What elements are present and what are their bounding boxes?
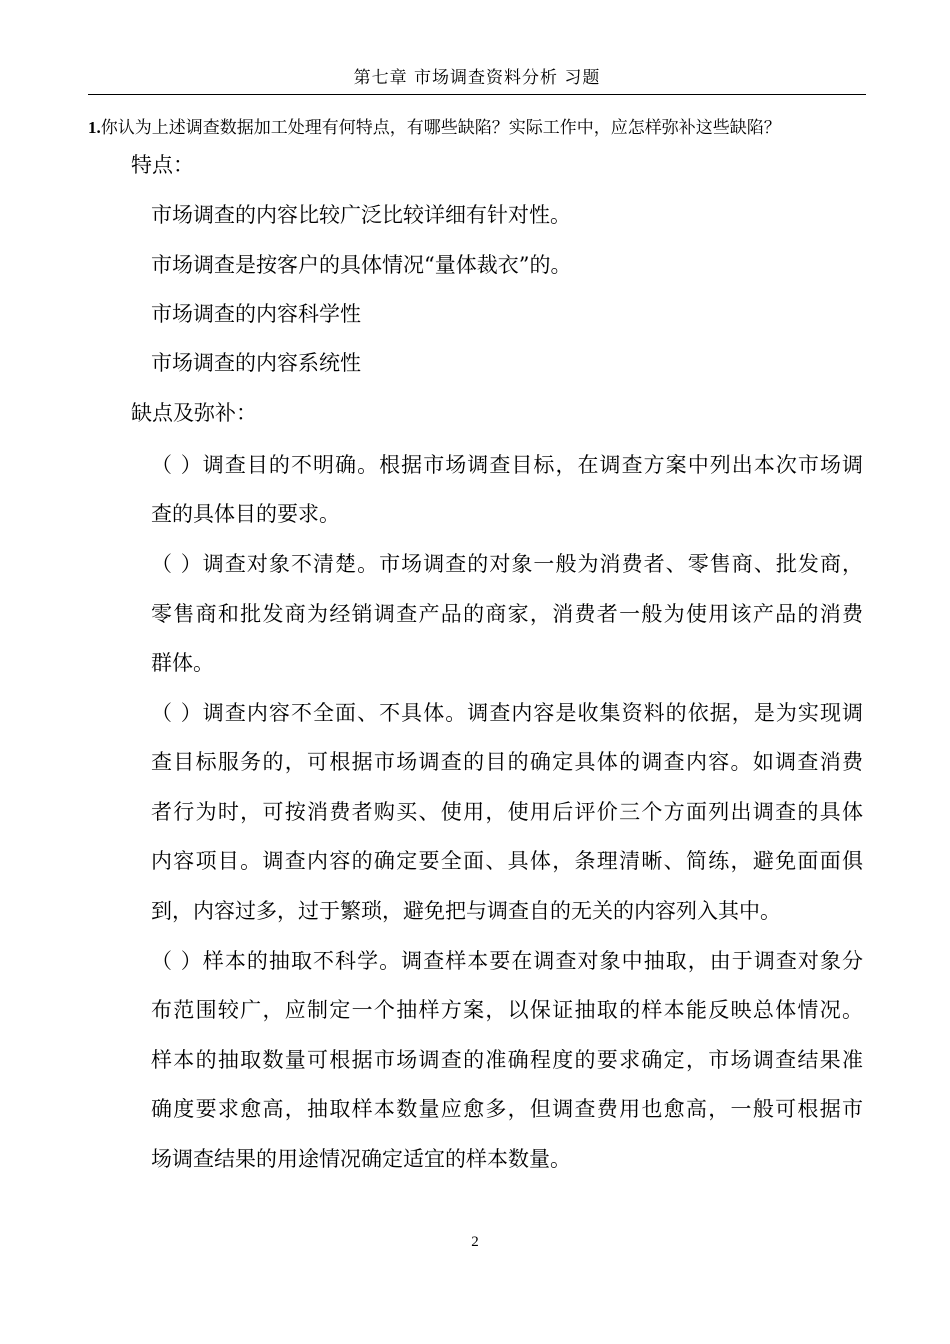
defect-paragraph-line: （ ）调查目的不明确。根据市场调查目标，在调查方案中列出本次市场调: [151, 453, 863, 477]
defects-heading: 缺点及弥补：: [131, 401, 257, 425]
defect-paragraph-line: 样本的抽取数量可根据市场调查的准确程度的要求确定，市场调查结果准: [151, 1048, 863, 1072]
defect-paragraph-line: 布范围较广，应制定一个抽样方案，以保证抽取的样本能反映总体情况。: [151, 998, 863, 1022]
page-number: 2: [471, 1234, 479, 1250]
header-rule: [88, 94, 866, 95]
feature-item: 市场调查的内容比较广泛比较详细有针对性。: [151, 203, 571, 227]
defect-paragraph-line: （ ）调查对象不清楚。市场调查的对象一般为消费者、零售商、批发商，: [151, 552, 863, 576]
defect-paragraph-line: 零售商和批发商为经销调查产品的商家，消费者一般为使用该产品的消费: [151, 602, 863, 626]
question-number: 1.: [88, 118, 101, 137]
defect-paragraph-line: 查目标服务的，可根据市场调查的目的确定具体的调查内容。如调查消费: [151, 750, 863, 774]
page-header: 第七章 市场调查资料分析 习题: [353, 68, 601, 88]
feature-item: 市场调查的内容科学性: [151, 302, 361, 326]
defect-paragraph-line: 查的具体目的要求。: [151, 502, 340, 526]
defect-paragraph-line: 场调查结果的用途情况确定适宜的样本数量。: [151, 1147, 571, 1171]
defect-paragraph-line: 者行为时，可按消费者购买、使用，使用后评价三个方面列出调查的具体: [151, 800, 863, 824]
defect-paragraph-line: （ ）调查内容不全面、不具体。调查内容是收集资料的依据，是为实现调: [151, 701, 863, 725]
question-text: 你认为上述调查数据加工处理有何特点，有哪些缺陷？实际工作中，应怎样弥补这些缺陷？: [100, 118, 781, 138]
defect-paragraph-line: 确度要求愈高，抽取样本数量应愈多，但调查费用也愈高，一般可根据市: [151, 1097, 863, 1121]
feature-item: 市场调查是按客户的具体情况“量体裁衣”的。: [151, 253, 572, 277]
defect-paragraph-line: 到，内容过多，过于繁琐，避免把与调查自的无关的内容列入其中。: [151, 899, 781, 923]
features-heading: 特点：: [131, 153, 194, 177]
defect-paragraph-line: （ ）样本的抽取不科学。调查样本要在调查对象中抽取，由于调查对象分: [151, 949, 863, 973]
defect-paragraph-line: 内容项目。调查内容的确定要全面、具体，条理清晰、简练，避免面面俱: [151, 849, 863, 873]
feature-item: 市场调查的内容系统性: [151, 351, 361, 375]
question: [88, 116, 878, 140]
defect-paragraph-line: 群体。: [151, 651, 214, 675]
